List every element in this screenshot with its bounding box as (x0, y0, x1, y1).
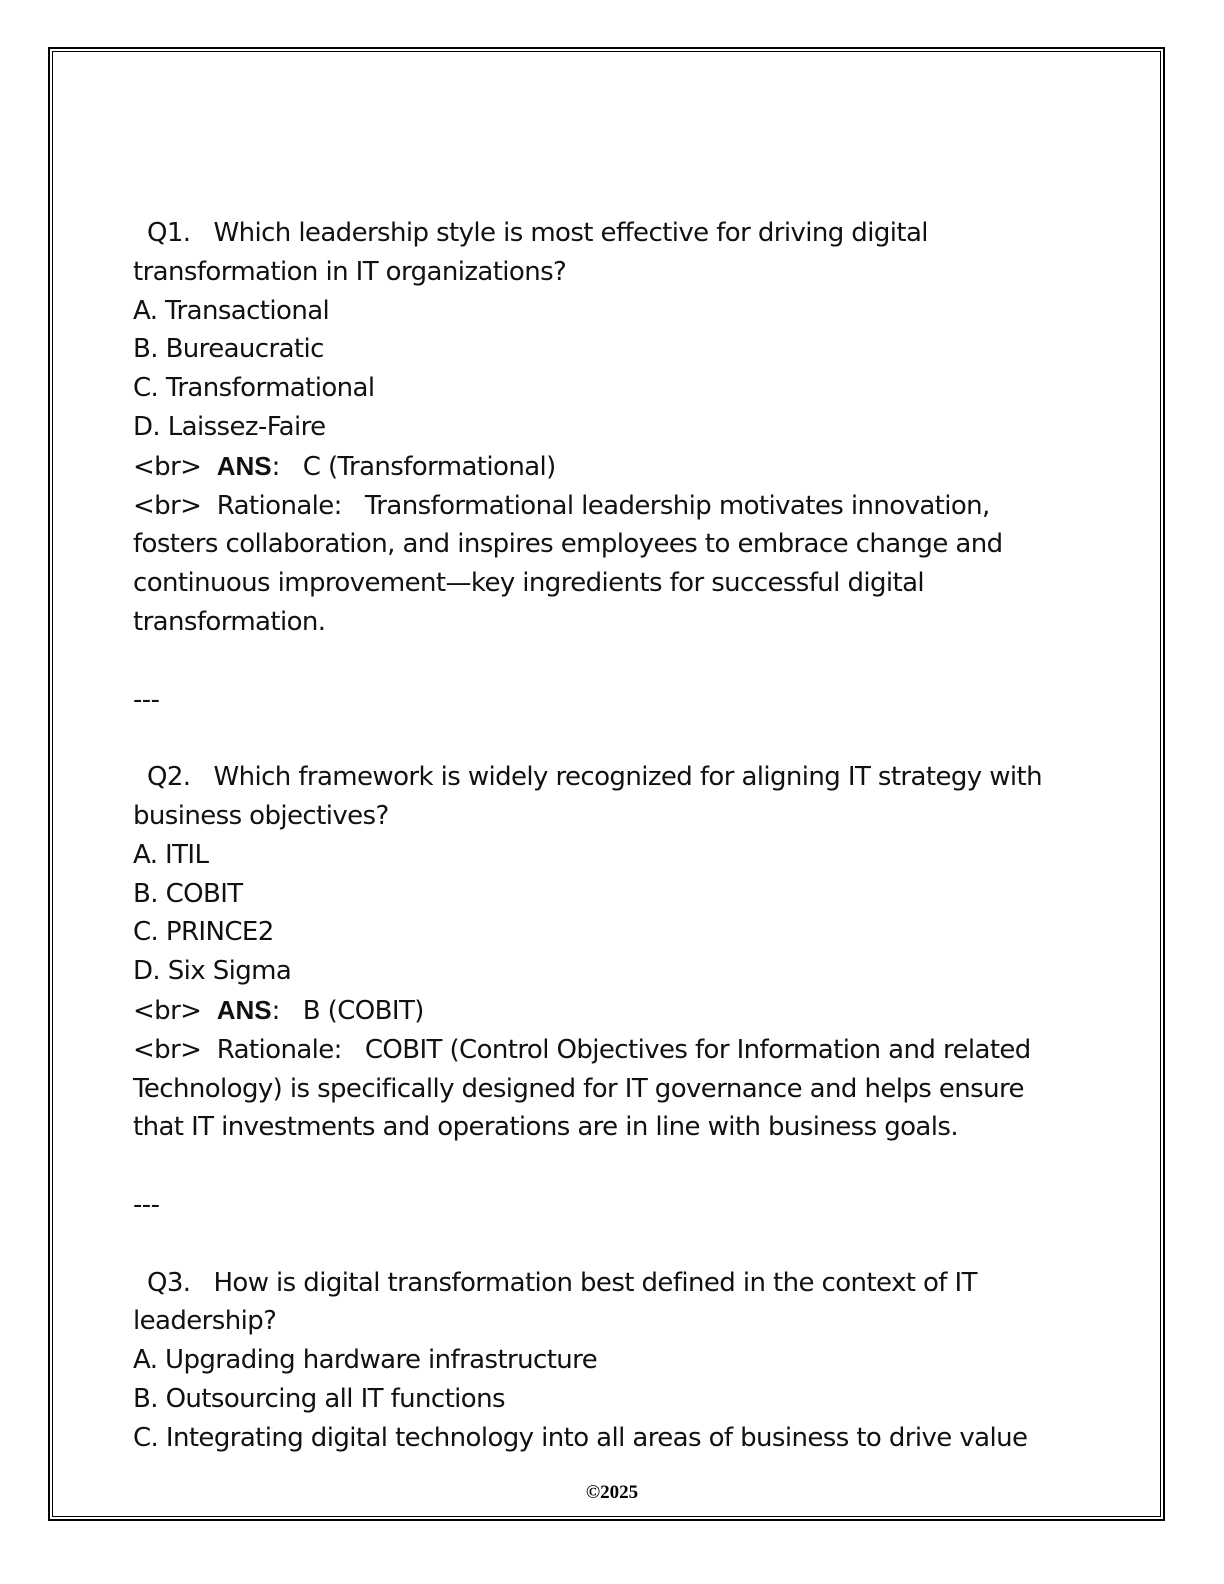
option-c: C. PRINCE2 (133, 917, 274, 948)
question-text: transformation in IT organizations? (133, 256, 567, 287)
answer-label: ANS (216, 450, 272, 481)
question-text: Q2. Which framework is widely recognized for aligning IT strategy with (147, 762, 1042, 793)
rationale-text: that IT investments and operations are in line with business goals. (133, 1112, 958, 1143)
answer-line (133, 991, 1093, 1031)
answer-prefix: <br> (133, 995, 202, 1026)
option-c: C. Transformational (133, 373, 375, 404)
rationale-text: <br> Rationale: COBIT (Control Objectives for Information and related (133, 1034, 1031, 1065)
option-d: D. Six Sigma (133, 956, 292, 987)
option-c: C. Integrating digital technology into all areas of business to drive value (133, 1422, 1028, 1453)
rationale-text: <br> Rationale: Transformational leadership motivates innovation, (133, 490, 990, 521)
question-text: Q3. How is digital transformation best defined in the context of IT (147, 1267, 977, 1298)
document-body (133, 214, 1093, 1458)
option-b: B. COBIT (133, 878, 243, 909)
rationale-text: transformation. (133, 606, 326, 637)
answer-prefix: <br> (133, 451, 202, 482)
option-a: A. Upgrading hardware infrastructure (133, 1345, 598, 1376)
question-text: business objectives? (133, 800, 389, 831)
separator: --- (133, 1189, 160, 1220)
separator: --- (133, 684, 160, 715)
question-block-3 (133, 1264, 1093, 1458)
option-a: A. Transactional (133, 295, 330, 326)
question-text: Q1. Which leadership style is most effective for driving digital (147, 218, 928, 248)
blank-line (133, 642, 1093, 681)
answer-line (133, 447, 1093, 487)
rationale-text: Technology) is specifically designed for IT governance and helps ensure (133, 1073, 1024, 1104)
answer-label: ANS (216, 994, 272, 1025)
answer-value: : B (COBIT) (271, 995, 424, 1026)
question-text: leadership? (133, 1306, 277, 1337)
rationale-text: fosters collaboration, and inspires employees to embrace change and (133, 529, 1003, 560)
option-d: D. Laissez-Faire (133, 411, 326, 442)
blank-line (133, 1225, 1093, 1264)
blank-line (133, 1147, 1093, 1186)
copyright-footer: ©2025 (585, 1482, 639, 1503)
rationale-text: continuous improvement—key ingredients for successful digital (133, 568, 925, 599)
question-block-2 (133, 758, 1093, 1147)
blank-line (133, 719, 1093, 758)
answer-value: : C (Transformational) (271, 451, 556, 482)
option-a: A. ITIL (133, 839, 209, 870)
option-b: B. Bureaucratic (133, 334, 324, 365)
question-block-1 (133, 214, 1093, 642)
option-b: B. Outsourcing all IT functions (133, 1383, 505, 1414)
